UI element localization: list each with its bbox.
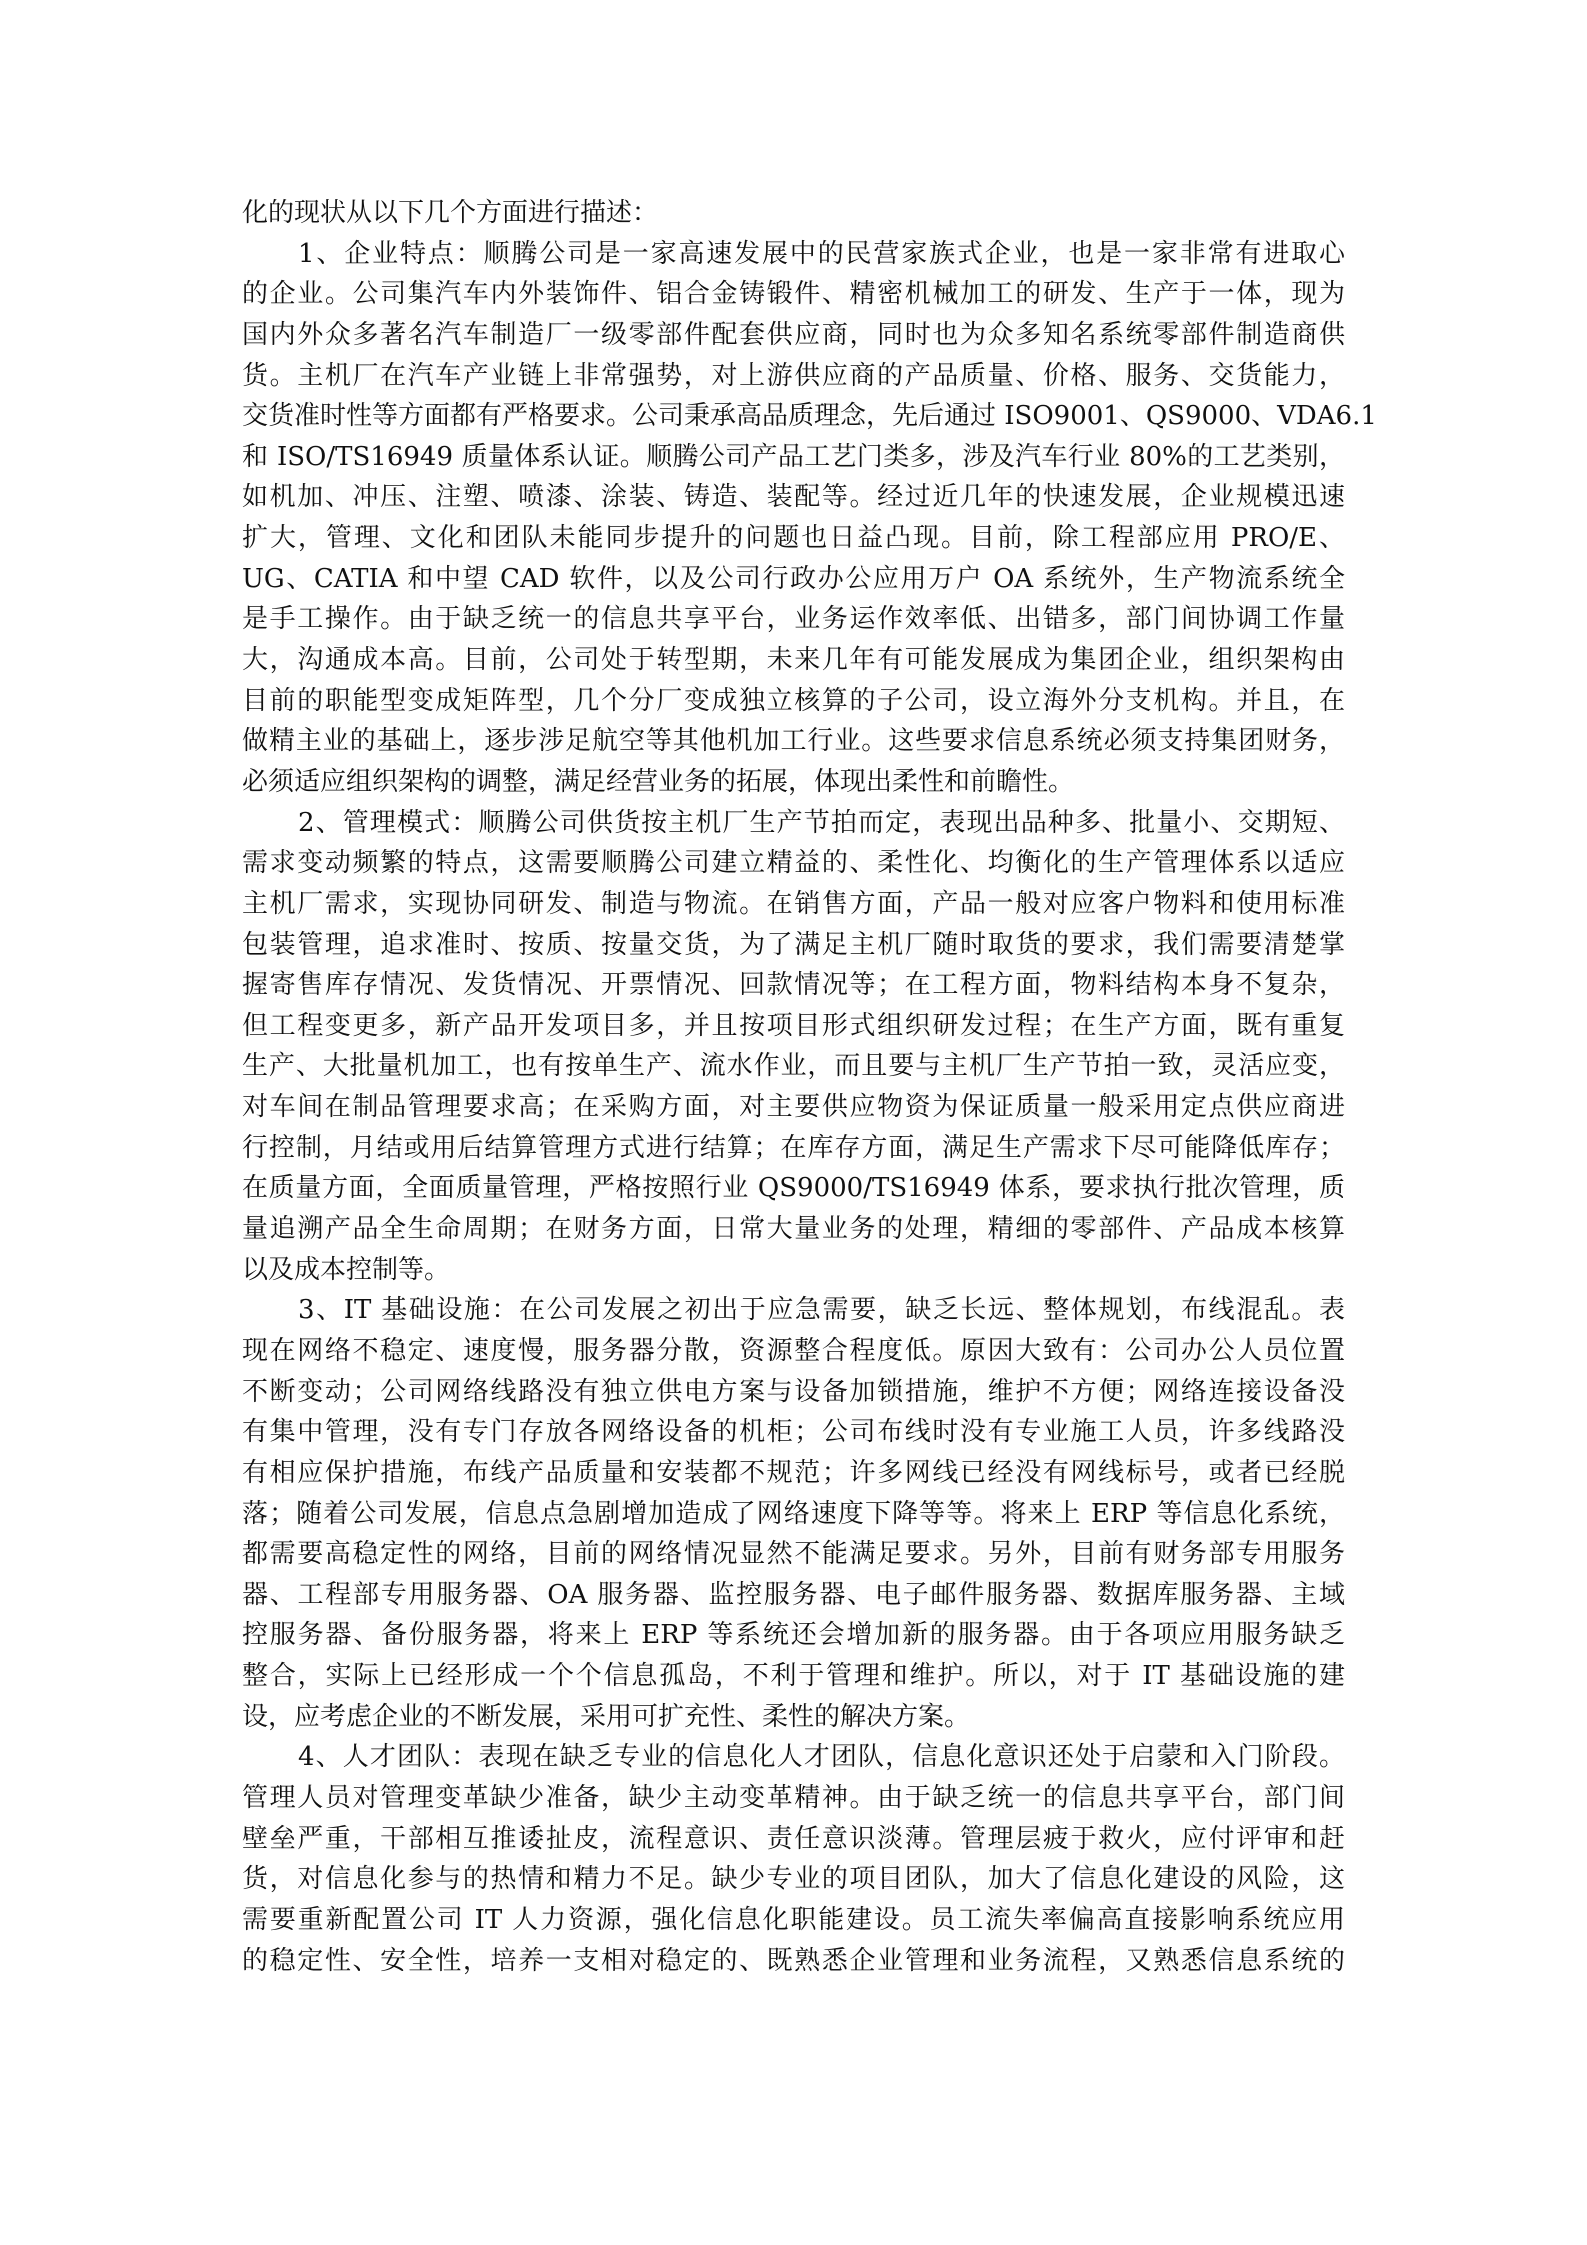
text-line: 3、IT 基础设施：在公司发展之初出于应急需要，缺乏长远、整体规划，布线混乱。表 — [298, 1295, 1345, 1326]
paragraph — [242, 803, 1345, 1291]
text-line: 需要重新配置公司 IT 人力资源，强化信息化职能建设。员工流失率偏高直接影响系统应用 — [242, 1904, 1345, 1935]
text-line: 1、企业特点：顺腾公司是一家高速发展中的民营家族式企业，也是一家非常有进取心 — [298, 238, 1345, 269]
text-line: 扩大，管理、文化和团队未能同步提升的问题也日益凸现。目前，除工程部应用 PRO/E、 — [242, 523, 1345, 554]
text-line: 现在网络不稳定、速度慢，服务器分散，资源整合程度低。原因大致有：公司办公人员位置 — [242, 1335, 1345, 1366]
text-line: 整合，实际上已经形成一个个信息孤岛，不利于管理和维护。所以，对于 IT 基础设施的建 — [242, 1661, 1345, 1692]
text-line: 都需要高稳定性的网络，目前的网络情况显然不能满足要求。另外，目前有财务部专用服务 — [242, 1539, 1345, 1570]
text-line: 有相应保护措施，布线产品质量和安装都不规范；许多网线已经没有网线标号，或者已经脱 — [242, 1457, 1345, 1488]
text-line: 必须适应组织架构的调整，满足经营业务的拓展，体现出柔性和前瞻性。 — [242, 766, 1075, 797]
text-line: 控服务器、备份服务器，将来上 ERP 等系统还会增加新的服务器。由于各项应用服务缺乏 — [242, 1620, 1345, 1651]
text-line: 有集中管理，没有专门存放各网络设备的机柜；公司布线时没有专业施工人员，许多线路没 — [242, 1417, 1345, 1448]
text-line: 货，对信息化参与的热情和精力不足。缺少专业的项目团队，加大了信息化建设的风险，这 — [242, 1864, 1345, 1895]
text-line: 货。主机厂在汽车产业链上非常强势，对上游供应商的产品质量、价格、服务、交货能力， — [242, 360, 1345, 391]
paragraph — [242, 234, 1377, 803]
text-line: 但工程变更多，新产品开发项目多，并且按项目形式组织研发过程；在生产方面，既有重复 — [242, 1010, 1345, 1041]
text-line: 包装管理，追求准时、按质、按量交货，为了满足主机厂随时取货的要求，我们需要清楚掌 — [242, 929, 1345, 960]
text-line: 的企业。公司集汽车内外装饰件、铝合金铸锻件、精密机械加工的研发、生产于一体，现为 — [242, 279, 1345, 310]
text-line: 握寄售库存情况、发货情况、开票情况、回款情况等；在工程方面，物料结构本身不复杂， — [242, 970, 1345, 1001]
text-line: 大，沟通成本高。目前，公司处于转型期，未来几年有可能发展成为集团企业，组织架构由 — [242, 645, 1345, 676]
paragraph — [242, 1290, 1345, 1737]
text-line: 在质量方面，全面质量管理，严格按照行业 QS9000/TS16949 体系，要求执行批次管理，质 — [242, 1173, 1345, 1204]
text-line: 目前的职能型变成矩阵型，几个分厂变成独立核算的子公司，设立海外分支机构。并且，在 — [242, 685, 1345, 716]
text-line: 需求变动频繁的特点，这需要顺腾公司建立精益的、柔性化、均衡化的生产管理体系以适应 — [242, 848, 1345, 879]
text-line: 设，应考虑企业的不断发展，采用可扩充性、柔性的解决方案。 — [242, 1701, 971, 1732]
text-line: 管理人员对管理变革缺少准备，缺少主动变革精神。由于缺乏统一的信息共享平台，部门间 — [242, 1782, 1345, 1813]
text-line: 化的现状从以下几个方面进行描述： — [242, 198, 659, 228]
text-line: 器、工程部专用服务器、OA 服务器、监控服务器、电子邮件服务器、数据库服务器、主域 — [242, 1579, 1345, 1610]
text-line: 以及成本控制等。 — [242, 1254, 451, 1285]
text-line: 壁垒严重，干部相互推诿扯皮，流程意识、责任意识淡薄。管理层疲于救火，应付评审和赶 — [242, 1823, 1345, 1854]
text-line: 行控制，月结或用后结算管理方式进行结算；在库存方面，满足生产需求下尽可能降低库存； — [242, 1132, 1345, 1163]
text-line: 主机厂需求，实现协同研发、制造与物流。在销售方面，产品一般对应客户物料和使用标准 — [242, 888, 1345, 919]
text-line: 对车间在制品管理要求高；在采购方面，对主要供应物资为保证质量一般采用定点供应商进 — [242, 1092, 1345, 1123]
text-line: 交货准时性等方面都有严格要求。公司秉承高品质理念，先后通过 ISO9001、QS9000、VDA6.1 — [242, 401, 1377, 432]
text-line: 国内外众多著名汽车制造厂一级零部件配套供应商，同时也为众多知名系统零部件制造商供 — [242, 319, 1345, 350]
paragraph — [242, 193, 1345, 234]
text-line: 的稳定性、安全性，培养一支相对稳定的、既熟悉企业管理和业务流程，又熟悉信息系统的 — [242, 1945, 1345, 1976]
text-line: 2、管理模式：顺腾公司供货按主机厂生产节拍而定，表现出品种多、批量小、交期短、 — [298, 807, 1345, 838]
text-line: 4、人才团队：表现在缺乏专业的信息化人才团队，信息化意识还处于启蒙和入门阶段。 — [298, 1742, 1345, 1773]
text-line: 生产、大批量机加工，也有按单生产、流水作业，而且要与主机厂生产节拍一致，灵活应变， — [242, 1051, 1345, 1082]
text-line: 不断变动；公司网络线路没有独立供电方案与设备加锁措施，维护不方便；网络连接设备没 — [242, 1376, 1345, 1407]
text-line: 做精主业的基础上，逐步涉足航空等其他机加工行业。这些要求信息系统必须支持集团财务， — [242, 726, 1345, 757]
text-line: 如机加、冲压、注塑、喷漆、涂装、铸造、装配等。经过近几年的快速发展，企业规模迅速 — [242, 482, 1345, 513]
text-line: 是手工操作。由于缺乏统一的信息共享平台，业务运作效率低、出错多，部门间协调工作量 — [242, 604, 1345, 635]
text-line: UG、CATIA 和中望 CAD 软件，以及公司行政办公应用万户 OA 系统外，生产物流系统全 — [242, 563, 1345, 594]
text-line: 量追溯产品全生命周期；在财务方面，日常大量业务的处理，精细的零部件、产品成本核算 — [242, 1214, 1345, 1245]
document-body — [242, 193, 1377, 1981]
text-line: 和 ISO/TS16949 质量体系认证。顺腾公司产品工艺门类多，涉及汽车行业 80%的工艺类别， — [242, 441, 1345, 472]
text-line: 落；随着公司发展，信息点急剧增加造成了网络速度下降等等。将来上 ERP 等信息化系统， — [242, 1498, 1345, 1529]
paragraph — [242, 1737, 1345, 1981]
